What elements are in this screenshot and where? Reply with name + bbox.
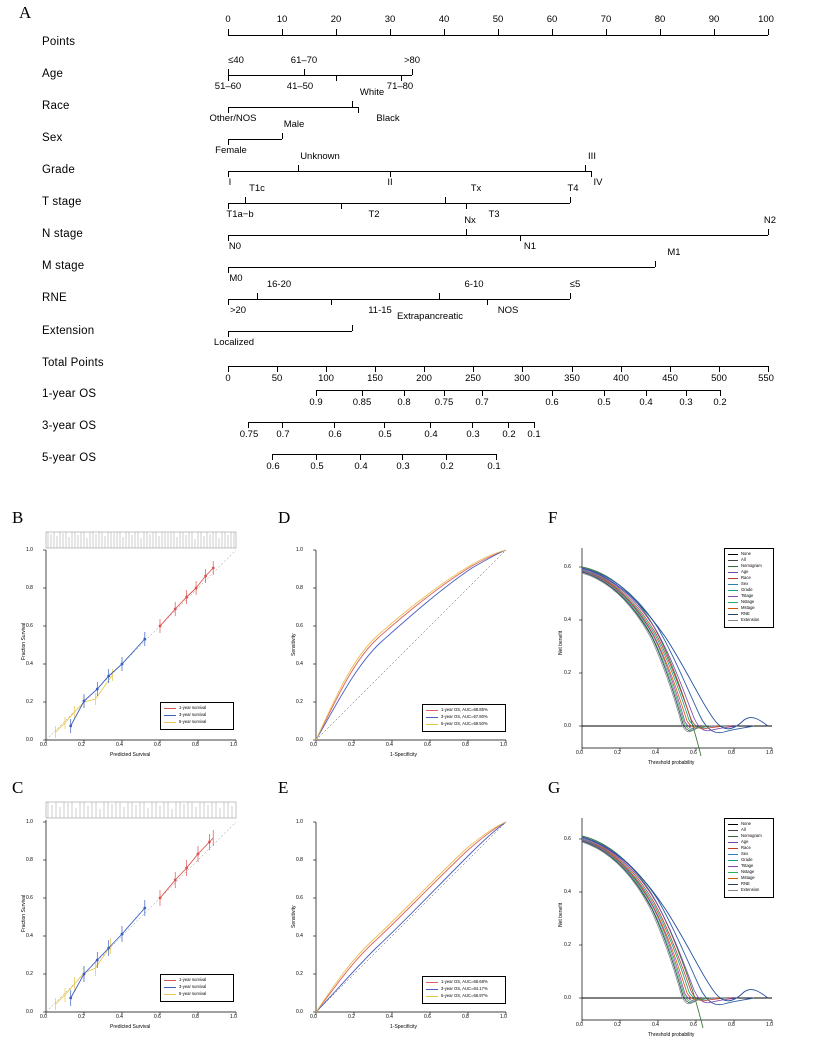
os1-tick-0-85: 0.85 <box>352 397 372 408</box>
dca-g-xtick-4: 0.8 <box>728 1022 735 1028</box>
rne-level-5: ≤5 <box>569 279 581 290</box>
age-axis-line <box>228 75 412 76</box>
nomogram-row-label-age: Age <box>42 68 64 80</box>
total-points-tick-100: 100 <box>318 373 334 384</box>
nomogram-row-label-rne: RNE <box>42 292 67 304</box>
panel-letter-e: E <box>278 778 289 797</box>
cal-c-ytick-1: 0.2 <box>26 971 33 977</box>
os1-tick-0-9: 0.9 <box>309 397 323 408</box>
dca-f-legend-rne: RNE <box>741 611 750 616</box>
grade-level-iii: III <box>588 151 596 162</box>
os5-tick-0-5: 0.5 <box>310 461 324 472</box>
nomogram-row-label-grade: Grade <box>42 164 75 176</box>
roc-plot-e-svg <box>282 790 537 1045</box>
os5-tick-0-2: 0.2 <box>440 461 454 472</box>
points-tick-100: 100 <box>758 14 774 25</box>
os3-tick-0-4: 0.4 <box>424 429 438 440</box>
cal-c-xtick-1: 0.2 <box>78 1014 85 1020</box>
dca-g-legend-grade: Grade <box>741 857 753 862</box>
total-points-axis-line <box>228 366 768 367</box>
cal-b-ytick-0: 0.0 <box>26 737 33 743</box>
race-level-other: Other/NOS <box>209 113 257 124</box>
dca-f-ylabel: Net benefit <box>558 630 564 655</box>
points-axis-line <box>228 35 768 36</box>
cal-c-legend-3y: 3-year survival <box>179 984 207 989</box>
roc-plot-e <box>282 790 537 1045</box>
nstage-level-nx: Nx <box>464 215 476 226</box>
os1-tick-0-2: 0.2 <box>713 397 727 408</box>
panel-letter-a: A <box>19 3 32 22</box>
sex-axis-line <box>228 139 282 140</box>
os5-axis-line <box>272 454 496 455</box>
roc-d-ytick-1: 0.2 <box>296 699 303 705</box>
roc-e-xtick-3: 0.6 <box>424 1014 431 1020</box>
tstage-level-tx: Tx <box>470 183 482 194</box>
nomogram-row-label-os3: 3-year OS <box>42 420 97 432</box>
roc-e-ytick-4: 0.8 <box>296 857 303 863</box>
nstage-level-n1: N1 <box>523 241 537 252</box>
roc-d-ytick-4: 0.8 <box>296 585 303 591</box>
points-tick-30: 30 <box>384 14 396 25</box>
dca-g-legend-sex: Sex <box>741 851 749 856</box>
tstage-axis-line <box>228 203 570 204</box>
os5-tick-0-4: 0.4 <box>354 461 368 472</box>
points-tick-0: 0 <box>225 14 231 25</box>
roc-e-ytick-0: 0.0 <box>296 1009 303 1015</box>
points-tick-60: 60 <box>546 14 558 25</box>
sex-level-female: Female <box>215 145 247 156</box>
os1-tick-0-4: 0.4 <box>639 397 653 408</box>
roc-e-xtick-0: 0.0 <box>310 1014 317 1020</box>
dca-g-xtick-0: 0.0 <box>576 1022 583 1028</box>
cal-c-xtick-2: 0.4 <box>116 1014 123 1020</box>
dca-f-xtick-3: 0.6 <box>690 750 697 756</box>
dca-f-legend-race: Race <box>741 575 751 580</box>
dca-f-xtick-4: 0.8 <box>728 750 735 756</box>
cal-c-xtick-4: 0.8 <box>192 1014 199 1020</box>
rne-level-6-10: 6-10 <box>464 279 484 290</box>
roc-d-ytick-5: 1.0 <box>296 547 303 553</box>
cal-b-xtick-0: 0.0 <box>40 742 47 748</box>
race-axis-line <box>228 107 358 108</box>
points-tick-80: 80 <box>654 14 666 25</box>
total-points-tick-350: 350 <box>564 373 580 384</box>
dca-g-legend-age: Age <box>741 839 749 844</box>
cal-c-legend <box>160 974 234 1002</box>
panel-letter-g: G <box>548 778 561 797</box>
nomogram-chart <box>0 0 813 500</box>
roc-e-xtick-4: 0.8 <box>462 1014 469 1020</box>
dca-g-xlabel: Threshold probability <box>648 1032 695 1038</box>
points-tick-90: 90 <box>708 14 720 25</box>
roc-d-ytick-3: 0.6 <box>296 623 303 629</box>
total-points-tick-200: 200 <box>416 373 432 384</box>
grade-level-unknown: Unknown <box>300 151 340 162</box>
total-points-tick-50: 50 <box>271 373 283 384</box>
roc-e-xtick-2: 0.4 <box>386 1014 393 1020</box>
grade-level-ii: II <box>387 177 393 188</box>
total-points-tick-500: 500 <box>711 373 727 384</box>
extension-level-extrapancreatic: Extrapancreatic <box>396 311 464 322</box>
cal-c-ytick-0: 0.0 <box>26 1009 33 1015</box>
rne-level-20: >20 <box>229 305 247 316</box>
dca-g-legend-nomogram: Nomogram <box>741 833 762 838</box>
cal-b-ytick-5: 1.0 <box>26 547 33 553</box>
dca-f-xtick-0: 0.0 <box>576 750 583 756</box>
os3-tick-0-3: 0.3 <box>466 429 480 440</box>
os1-tick-0-75: 0.75 <box>434 397 454 408</box>
cal-b-legend-3y: 3-year survival <box>179 712 207 717</box>
roc-d-legend <box>422 704 506 732</box>
cal-c-ytick-3: 0.6 <box>26 895 33 901</box>
dca-f-ytick-2: 0.4 <box>564 617 571 623</box>
os5-tick-0-1: 0.1 <box>487 461 501 472</box>
dca-f-ytick-0: 0.0 <box>564 723 571 729</box>
calibration-plot-c <box>12 790 267 1045</box>
nomogram-row-label-mstage: M stage <box>42 260 85 272</box>
roc-e-ytick-3: 0.6 <box>296 895 303 901</box>
points-tick-20: 20 <box>330 14 342 25</box>
os1-tick-0-7: 0.7 <box>475 397 489 408</box>
cal-b-ylabel: Fraction Survival <box>21 622 27 660</box>
roc-e-ytick-1: 0.2 <box>296 971 303 977</box>
os1-tick-0-6: 0.6 <box>545 397 559 408</box>
calibration-plot-c-svg <box>12 790 267 1045</box>
rne-level-nos: NOS <box>497 305 519 316</box>
total-points-tick-400: 400 <box>613 373 629 384</box>
cal-c-ytick-2: 0.4 <box>26 933 33 939</box>
roc-d-xtick-1: 0.2 <box>348 742 355 748</box>
dca-g-ytick-3: 0.6 <box>564 836 571 842</box>
roc-e-legend-3y: 3-year OS, AUC=64.17% <box>441 986 488 991</box>
nomogram-row-label-os1: 1-year OS <box>42 388 97 400</box>
dca-g-ytick-2: 0.4 <box>564 889 571 895</box>
age-level-80: >80 <box>403 55 421 66</box>
cal-b-legend <box>160 702 234 730</box>
roc-d-ytick-2: 0.4 <box>296 661 303 667</box>
roc-d-xtick-4: 0.8 <box>462 742 469 748</box>
nomogram-row-label-tstage: T stage <box>42 196 82 208</box>
tstage-level-t3: T3 <box>488 209 500 220</box>
age-level-40: ≤40 <box>228 55 244 66</box>
roc-e-ytick-2: 0.4 <box>296 933 303 939</box>
dca-f-legend-nstage: Nstage <box>741 599 755 604</box>
os3-tick-0-1: 0.1 <box>527 429 541 440</box>
dca-g-ytick-0: 0.0 <box>564 995 571 1001</box>
dca-f-xlabel: Threshold probability <box>648 760 695 766</box>
dca-f-legend-sex: Sex <box>741 581 749 586</box>
total-points-tick-0: 0 <box>225 373 231 384</box>
dca-f-legend <box>724 548 774 628</box>
os3-tick-0-7: 0.7 <box>276 429 290 440</box>
roc-d-xtick-2: 0.4 <box>386 742 393 748</box>
nstage-axis-line <box>228 235 768 236</box>
cal-c-xtick-5: 1.0 <box>230 1014 237 1020</box>
mstage-axis-line <box>228 267 655 268</box>
cal-b-xtick-2: 0.4 <box>116 742 123 748</box>
nomogram-row-label-sex: Sex <box>42 132 63 144</box>
os1-tick-0-3: 0.3 <box>679 397 693 408</box>
dca-f-ytick-1: 0.2 <box>564 670 571 676</box>
roc-d-xlabel: 1-Specificity <box>390 752 417 758</box>
dca-f-legend-extension: Extension <box>741 617 760 622</box>
dca-f-legend-age: Age <box>741 569 749 574</box>
race-level-black: Black <box>376 113 400 124</box>
roc-e-xlabel: 1-Specificity <box>390 1024 417 1030</box>
rne-axis-line <box>228 299 570 300</box>
dca-f-legend-mstage: Mstage <box>741 605 755 610</box>
total-points-tick-150: 150 <box>367 373 383 384</box>
dca-g-xtick-2: 0.4 <box>652 1022 659 1028</box>
cal-c-legend-5y: 5-year survival <box>179 991 207 996</box>
dca-f-ytick-3: 0.6 <box>564 564 571 570</box>
os1-tick-0-8: 0.8 <box>397 397 411 408</box>
cal-b-xtick-4: 0.8 <box>192 742 199 748</box>
dca-g-xtick-1: 0.2 <box>614 1022 621 1028</box>
roc-e-xtick-5: 1.0 <box>500 1014 507 1020</box>
points-tick-40: 40 <box>438 14 450 25</box>
dca-f-legend-all: All <box>741 557 746 562</box>
calibration-plot-b <box>12 520 267 770</box>
age-level-5160: 51–60 <box>214 81 242 92</box>
os5-tick-0-6: 0.6 <box>266 461 280 472</box>
age-level-6170: 61–70 <box>290 55 318 66</box>
cal-b-ytick-1: 0.2 <box>26 699 33 705</box>
roc-d-legend-3y: 3-year OS, AUC=67.80% <box>441 714 488 719</box>
dca-g-xtick-5: 1.0 <box>766 1022 773 1028</box>
cal-b-xlabel: Predicted Survival <box>110 752 151 758</box>
tstage-level-t1ab: T1a−b <box>226 209 254 220</box>
dca-plot-f <box>548 520 808 770</box>
total-points-tick-550: 550 <box>758 373 774 384</box>
panel-letter-c: C <box>12 778 24 797</box>
extension-level-localized: Localized <box>213 337 255 348</box>
dca-g-legend-rne: RNE <box>741 881 750 886</box>
panel-letter-f: F <box>548 508 558 527</box>
dca-f-legend-nomogram: Nomogram <box>741 563 762 568</box>
nomogram-row-label-nstage: N stage <box>42 228 84 240</box>
roc-d-ytick-0: 0.0 <box>296 737 303 743</box>
points-tick-70: 70 <box>600 14 612 25</box>
cal-b-xtick-5: 1.0 <box>230 742 237 748</box>
dca-g-legend-mstage: Mstage <box>741 875 755 880</box>
rne-level-11-15: 11-15 <box>368 305 392 316</box>
roc-e-ylabel: Sensitivity <box>291 905 297 928</box>
total-points-tick-250: 250 <box>465 373 481 384</box>
roc-d-legend-1y: 1-year OS, AUC=68.85% <box>441 707 488 712</box>
cal-c-ytick-5: 1.0 <box>26 819 33 825</box>
cal-c-legend-1y: 1-year survival <box>179 977 207 982</box>
race-level-white: White <box>359 87 385 98</box>
age-level-4150: 41–50 <box>286 81 314 92</box>
nomogram-row-label-points: Points <box>42 36 76 48</box>
cal-c-xlabel: Predicted Survival <box>110 1024 151 1030</box>
nomogram-row-label-os5: 5-year OS <box>42 452 97 464</box>
nstage-level-n2: N2 <box>763 215 777 226</box>
roc-e-legend-5y: 5-year OS, AUC=66.97% <box>441 993 488 998</box>
points-tick-10: 10 <box>276 14 288 25</box>
os3-tick-0-6: 0.6 <box>328 429 342 440</box>
points-tick-50: 50 <box>492 14 504 25</box>
os3-tick-0-2: 0.2 <box>502 429 516 440</box>
extension-axis-line <box>228 331 352 332</box>
dca-f-legend-grade: Grade <box>741 587 753 592</box>
grade-level-i: I <box>228 177 232 188</box>
nomogram-row-label-total-points: Total Points <box>42 357 104 369</box>
dca-g-ylabel: Net benefit <box>558 902 564 927</box>
roc-d-xtick-5: 1.0 <box>500 742 507 748</box>
dca-g-legend-race: Race <box>741 845 751 850</box>
cal-c-ytick-4: 0.8 <box>26 857 33 863</box>
dca-g-ytick-1: 0.2 <box>564 942 571 948</box>
dca-g-legend-nstage: Nstage <box>741 869 755 874</box>
nomogram-row-label-race: Race <box>42 100 70 112</box>
dca-f-legend-none: None <box>741 551 752 556</box>
mstage-level-m0: M0 <box>229 273 243 284</box>
tstage-level-t4: T4 <box>567 183 579 194</box>
tstage-level-t1c: T1c <box>249 183 265 194</box>
cal-c-ylabel: Fraction Survival <box>21 894 27 932</box>
dca-g-legend-all: All <box>741 827 746 832</box>
nomogram-row-label-extension: Extension <box>42 325 95 337</box>
sex-level-male: Male <box>283 119 305 130</box>
dca-f-legend-tstage: Tstage <box>741 593 754 598</box>
grade-axis-line <box>228 171 591 172</box>
dca-g-legend-extension: Extension <box>741 887 760 892</box>
roc-plot-d <box>282 520 537 770</box>
roc-e-ytick-5: 1.0 <box>296 819 303 825</box>
os1-tick-0-5: 0.5 <box>597 397 611 408</box>
panel-letter-d: D <box>278 508 291 527</box>
dca-f-xtick-1: 0.2 <box>614 750 621 756</box>
cal-b-ytick-3: 0.6 <box>26 623 33 629</box>
cal-b-ytick-2: 0.4 <box>26 661 33 667</box>
grade-level-iv: IV <box>593 177 603 188</box>
roc-d-ylabel: Sensitivity <box>291 633 297 656</box>
cal-b-legend-5y: 5-year survival <box>179 719 207 724</box>
rne-level-16-20: 16-20 <box>266 279 292 290</box>
tstage-level-t2: T2 <box>368 209 380 220</box>
roc-e-legend <box>422 976 506 1004</box>
total-points-tick-450: 450 <box>662 373 678 384</box>
roc-d-xtick-3: 0.6 <box>424 742 431 748</box>
panel-letter-b: B <box>12 508 24 527</box>
os1-axis-line <box>316 390 720 391</box>
os3-tick-0-5: 0.5 <box>378 429 392 440</box>
cal-c-xtick-3: 0.6 <box>154 1014 161 1020</box>
total-points-tick-300: 300 <box>514 373 530 384</box>
dca-f-xtick-2: 0.4 <box>652 750 659 756</box>
dca-g-legend-tstage: Tstage <box>741 863 754 868</box>
roc-d-xtick-0: 0.0 <box>310 742 317 748</box>
roc-plot-d-svg <box>282 520 537 770</box>
cal-b-ytick-4: 0.8 <box>26 585 33 591</box>
dca-g-legend <box>724 818 774 898</box>
calibration-plot-b-svg <box>12 520 267 770</box>
roc-e-legend-1y: 1-year OS, AUC=66.68% <box>441 979 488 984</box>
os3-axis-line <box>248 422 534 423</box>
os5-tick-0-3: 0.3 <box>396 461 410 472</box>
roc-d-legend-5y: 5-year OS, AUC=69.50% <box>441 721 488 726</box>
roc-e-xtick-1: 0.2 <box>348 1014 355 1020</box>
mstage-level-m1: M1 <box>667 247 681 258</box>
dca-plot-g <box>548 790 808 1045</box>
cal-b-legend-1y: 1-year survival <box>179 705 207 710</box>
cal-b-xtick-3: 0.6 <box>154 742 161 748</box>
cal-b-xtick-1: 0.2 <box>78 742 85 748</box>
nstage-level-n0: N0 <box>228 241 242 252</box>
dca-g-xtick-3: 0.6 <box>690 1022 697 1028</box>
dca-f-xtick-5: 1.0 <box>766 750 773 756</box>
age-level-7180: 71–80 <box>386 81 414 92</box>
os3-tick-0-75: 0.75 <box>239 429 259 440</box>
dca-g-legend-none: None <box>741 821 752 826</box>
cal-c-xtick-0: 0.0 <box>40 1014 47 1020</box>
